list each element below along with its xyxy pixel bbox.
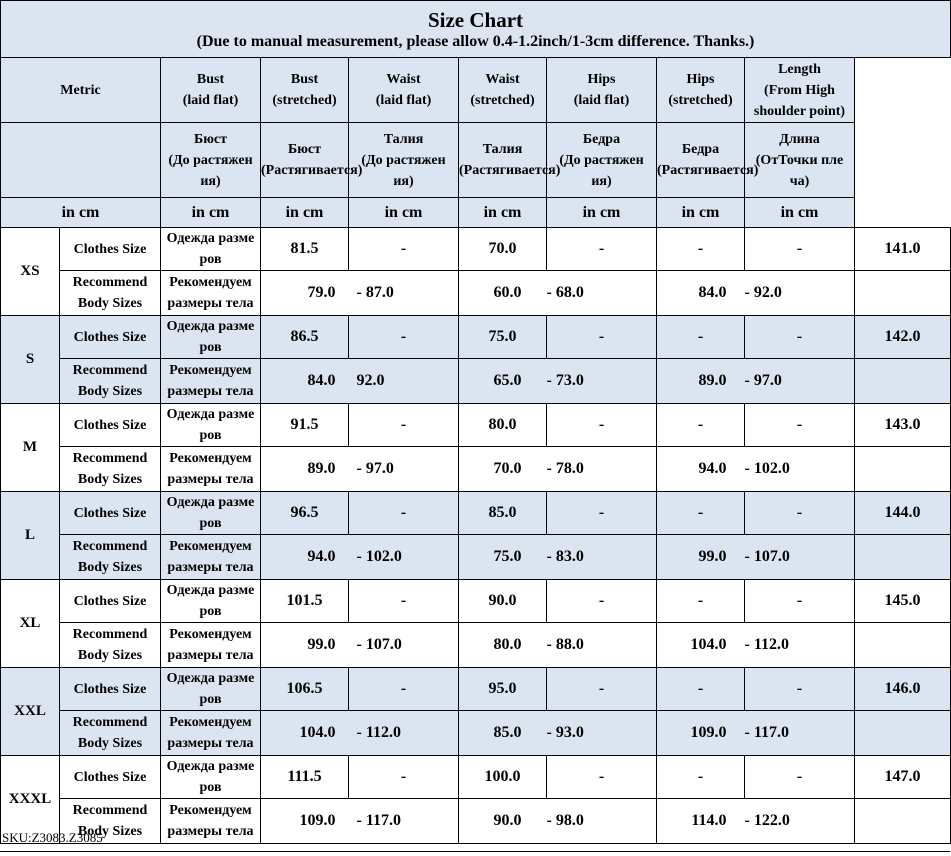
rec-waist-min: 60.0: [459, 271, 547, 316]
bust-stretched-value: -: [349, 316, 459, 359]
rec-waist-max: - 68.0: [547, 271, 657, 316]
waist-laid-value: 80.0: [459, 404, 547, 447]
hips-stretched-value: -: [745, 228, 855, 271]
size-row-recommend: [1, 799, 951, 844]
length-value: 144.0: [855, 492, 951, 535]
hips-stretched-value: -: [745, 756, 855, 799]
size-name: XS: [1, 228, 60, 316]
bust-stretched-header-ru: Бюст (Растягивается): [261, 123, 349, 198]
recommend-label: Recommend Body Sizes: [60, 711, 161, 756]
length-value: 147.0: [855, 756, 951, 799]
size-row-clothes: [1, 668, 951, 711]
rec-bust-max: - 107.0: [349, 623, 459, 668]
recommend-label-ru: Рекомендуем размеры тела: [161, 359, 261, 404]
recommend-label: Recommend Body Sizes: [60, 271, 161, 316]
hips-laid-value: -: [657, 580, 745, 623]
rec-bust-min: 79.0: [261, 271, 349, 316]
recommend-label-ru: Рекомендуем размеры тела: [161, 799, 261, 844]
waist-stretched-header-ru: Талия (Растягивается): [459, 123, 547, 198]
size-row-clothes: [1, 580, 951, 623]
clothes-size-label: Clothes Size: [60, 228, 161, 271]
size-row-recommend: [1, 623, 951, 668]
bust-laid-value: 101.5: [261, 580, 349, 623]
clothes-size-label-ru: Одежда разме ров: [161, 404, 261, 447]
waist-stretched-value: -: [547, 756, 657, 799]
waist-laid-value: 85.0: [459, 492, 547, 535]
recommend-label-ru: Рекомендуем размеры тела: [161, 623, 261, 668]
rec-bust-max: - 87.0: [349, 271, 459, 316]
rec-hips-min: 94.0: [657, 447, 745, 492]
bust-laid-value: 106.5: [261, 668, 349, 711]
recommend-label-ru: Рекомендуем размеры тела: [161, 447, 261, 492]
rec-bust-max: - 112.0: [349, 711, 459, 756]
hips-laid-value: -: [657, 756, 745, 799]
size-row-recommend: [1, 271, 951, 316]
bust-stretched-value: -: [349, 404, 459, 447]
waist-stretched-value: -: [547, 228, 657, 271]
size-name: XXL: [1, 668, 60, 756]
rec-hips-min: 99.0: [657, 535, 745, 580]
waist-stretched-value: -: [547, 668, 657, 711]
rec-bust-max: - 117.0: [349, 799, 459, 844]
waist-laid-header: Waist (laid flat): [349, 58, 459, 123]
recommend-label: Recommend Body Sizes: [60, 799, 161, 844]
size-name: M: [1, 404, 60, 492]
hips-laid-value: -: [657, 228, 745, 271]
clothes-size-label: Clothes Size: [60, 404, 161, 447]
waist-laid-value: 95.0: [459, 668, 547, 711]
rec-length-empty: [855, 711, 951, 756]
hips-laid-value: -: [657, 316, 745, 359]
waist-stretched-value: -: [547, 404, 657, 447]
rec-hips-min: 114.0: [657, 799, 745, 844]
waist-laid-header-ru: Талия (До растяжен ия): [349, 123, 459, 198]
rec-hips-min: 109.0: [657, 711, 745, 756]
recommend-label: Recommend Body Sizes: [60, 623, 161, 668]
rec-hips-max: - 112.0: [745, 623, 855, 668]
waist-laid-value: 75.0: [459, 316, 547, 359]
size-row-clothes: [1, 492, 951, 535]
bust-stretched-value: -: [349, 756, 459, 799]
rec-waist-max: - 93.0: [547, 711, 657, 756]
bust-laid-value: 111.5: [261, 756, 349, 799]
sku-label: SKU:Z3083.Z3085: [2, 830, 103, 845]
rec-hips-min: 104.0: [657, 623, 745, 668]
hips-stretched-value: -: [745, 668, 855, 711]
rec-waist-max: - 83.0: [547, 535, 657, 580]
clothes-size-label: Clothes Size: [60, 668, 161, 711]
rec-hips-min: 89.0: [657, 359, 745, 404]
unit-cell: in cm: [547, 198, 657, 228]
hips-laid-header-ru: Бедра (До растяжен ия): [547, 123, 657, 198]
rec-hips-max: - 102.0: [745, 447, 855, 492]
recommend-label: Recommend Body Sizes: [60, 359, 161, 404]
waist-stretched-header: Waist (stretched): [459, 58, 547, 123]
chart-title-cell: [1, 1, 951, 58]
header-ru-blank: [1, 123, 161, 198]
hips-stretched-value: -: [745, 316, 855, 359]
clothes-size-label: Clothes Size: [60, 492, 161, 535]
rec-hips-max: - 107.0: [745, 535, 855, 580]
recommend-label-ru: Рекомендуем размеры тела: [161, 535, 261, 580]
unit-cell: in cm: [657, 198, 745, 228]
length-header: Length (From High shoulder point): [745, 58, 855, 123]
rec-bust-min: 104.0: [261, 711, 349, 756]
hips-laid-value: -: [657, 492, 745, 535]
bust-laid-value: 96.5: [261, 492, 349, 535]
waist-laid-value: 70.0: [459, 228, 547, 271]
rec-waist-min: 75.0: [459, 535, 547, 580]
size-row-recommend: [1, 359, 951, 404]
metric-header: Metric: [1, 58, 161, 123]
bust-laid-header: Bust (laid flat): [161, 58, 261, 123]
waist-stretched-value: -: [547, 492, 657, 535]
bust-laid-value: 81.5: [261, 228, 349, 271]
rec-length-empty: [855, 623, 951, 668]
recommend-label: Recommend Body Sizes: [60, 447, 161, 492]
bust-stretched-value: -: [349, 228, 459, 271]
recommend-label-ru: Рекомендуем размеры тела: [161, 271, 261, 316]
recommend-label-ru: Рекомендуем размеры тела: [161, 711, 261, 756]
rec-bust-min: 84.0: [261, 359, 349, 404]
waist-laid-value: 100.0: [459, 756, 547, 799]
size-name: S: [1, 316, 60, 404]
rec-bust-min: 94.0: [261, 535, 349, 580]
bust-stretched-header: Bust (stretched): [261, 58, 349, 123]
rec-length-empty: [855, 359, 951, 404]
unit-cell: in cm: [745, 198, 855, 228]
divider: [0, 851, 950, 852]
unit-cell: in cm: [261, 198, 349, 228]
size-name: L: [1, 492, 60, 580]
bust-stretched-value: -: [349, 492, 459, 535]
recommend-label: Recommend Body Sizes: [60, 535, 161, 580]
rec-bust-max: 92.0: [349, 359, 459, 404]
bust-stretched-value: -: [349, 668, 459, 711]
hips-stretched-value: -: [745, 580, 855, 623]
unit-cell: in cm: [161, 198, 261, 228]
length-value: 145.0: [855, 580, 951, 623]
bust-laid-value: 91.5: [261, 404, 349, 447]
rec-waist-min: 90.0: [459, 799, 547, 844]
size-row-clothes: [1, 228, 951, 271]
length-value: 143.0: [855, 404, 951, 447]
clothes-size-label-ru: Одежда разме ров: [161, 756, 261, 799]
rec-hips-max: - 122.0: [745, 799, 855, 844]
rec-length-empty: [855, 447, 951, 492]
size-row-recommend: [1, 711, 951, 756]
rec-bust-min: 89.0: [261, 447, 349, 492]
clothes-size-label: Clothes Size: [60, 580, 161, 623]
hips-stretched-header-ru: Бедра (Растягивается): [657, 123, 745, 198]
size-row-clothes: [1, 756, 951, 799]
rec-waist-min: 65.0: [459, 359, 547, 404]
rec-hips-max: - 97.0: [745, 359, 855, 404]
clothes-size-label-ru: Одежда разме ров: [161, 492, 261, 535]
rec-waist-min: 80.0: [459, 623, 547, 668]
rec-waist-max: - 88.0: [547, 623, 657, 668]
rec-waist-min: 85.0: [459, 711, 547, 756]
unit-cell: in cm: [349, 198, 459, 228]
clothes-size-label-ru: Одежда разме ров: [161, 228, 261, 271]
size-row-clothes: [1, 404, 951, 447]
unit-cell: in cm: [459, 198, 547, 228]
clothes-size-label: Clothes Size: [60, 316, 161, 359]
rec-bust-min: 99.0: [261, 623, 349, 668]
rec-length-empty: [855, 535, 951, 580]
length-value: 141.0: [855, 228, 951, 271]
rec-waist-max: - 73.0: [547, 359, 657, 404]
waist-stretched-value: -: [547, 316, 657, 359]
hips-stretched-header: Hips (stretched): [657, 58, 745, 123]
clothes-size-label-ru: Одежда разме ров: [161, 580, 261, 623]
rec-bust-min: 109.0: [261, 799, 349, 844]
rec-waist-max: - 98.0: [547, 799, 657, 844]
hips-laid-value: -: [657, 404, 745, 447]
length-value: 142.0: [855, 316, 951, 359]
hips-stretched-value: -: [745, 404, 855, 447]
rec-hips-max: - 117.0: [745, 711, 855, 756]
size-row-clothes: [1, 316, 951, 359]
bust-laid-value: 86.5: [261, 316, 349, 359]
size-row-recommend: [1, 535, 951, 580]
hips-laid-header: Hips (laid flat): [547, 58, 657, 123]
rec-length-empty: [855, 271, 951, 316]
rec-waist-max: - 78.0: [547, 447, 657, 492]
rec-length-empty: [855, 799, 951, 844]
waist-stretched-value: -: [547, 580, 657, 623]
bust-stretched-value: -: [349, 580, 459, 623]
length-header-ru: Длина (ОтТочки пле ча): [745, 123, 855, 198]
rec-bust-max: - 97.0: [349, 447, 459, 492]
unit-cell: in cm: [1, 198, 161, 228]
size-row-recommend: [1, 447, 951, 492]
bust-laid-header-ru: Бюст (До растяжен ия): [161, 123, 261, 198]
length-value: 146.0: [855, 668, 951, 711]
rec-waist-min: 70.0: [459, 447, 547, 492]
chart-title: Size Chart: [427, 8, 524, 32]
rec-hips-max: - 92.0: [745, 271, 855, 316]
clothes-size-label-ru: Одежда разме ров: [161, 668, 261, 711]
size-name: XXXL: [1, 756, 60, 844]
hips-stretched-value: -: [745, 492, 855, 535]
rec-bust-max: - 102.0: [349, 535, 459, 580]
clothes-size-label: Clothes Size: [60, 756, 161, 799]
chart-subtitle: (Due to manual measurement, please allow 0.4-1.2inch/1-3cm difference. Thanks.): [196, 33, 755, 50]
rec-hips-min: 84.0: [657, 271, 745, 316]
size-name: XL: [1, 580, 60, 668]
hips-laid-value: -: [657, 668, 745, 711]
waist-laid-value: 90.0: [459, 580, 547, 623]
clothes-size-label-ru: Одежда разме ров: [161, 316, 261, 359]
